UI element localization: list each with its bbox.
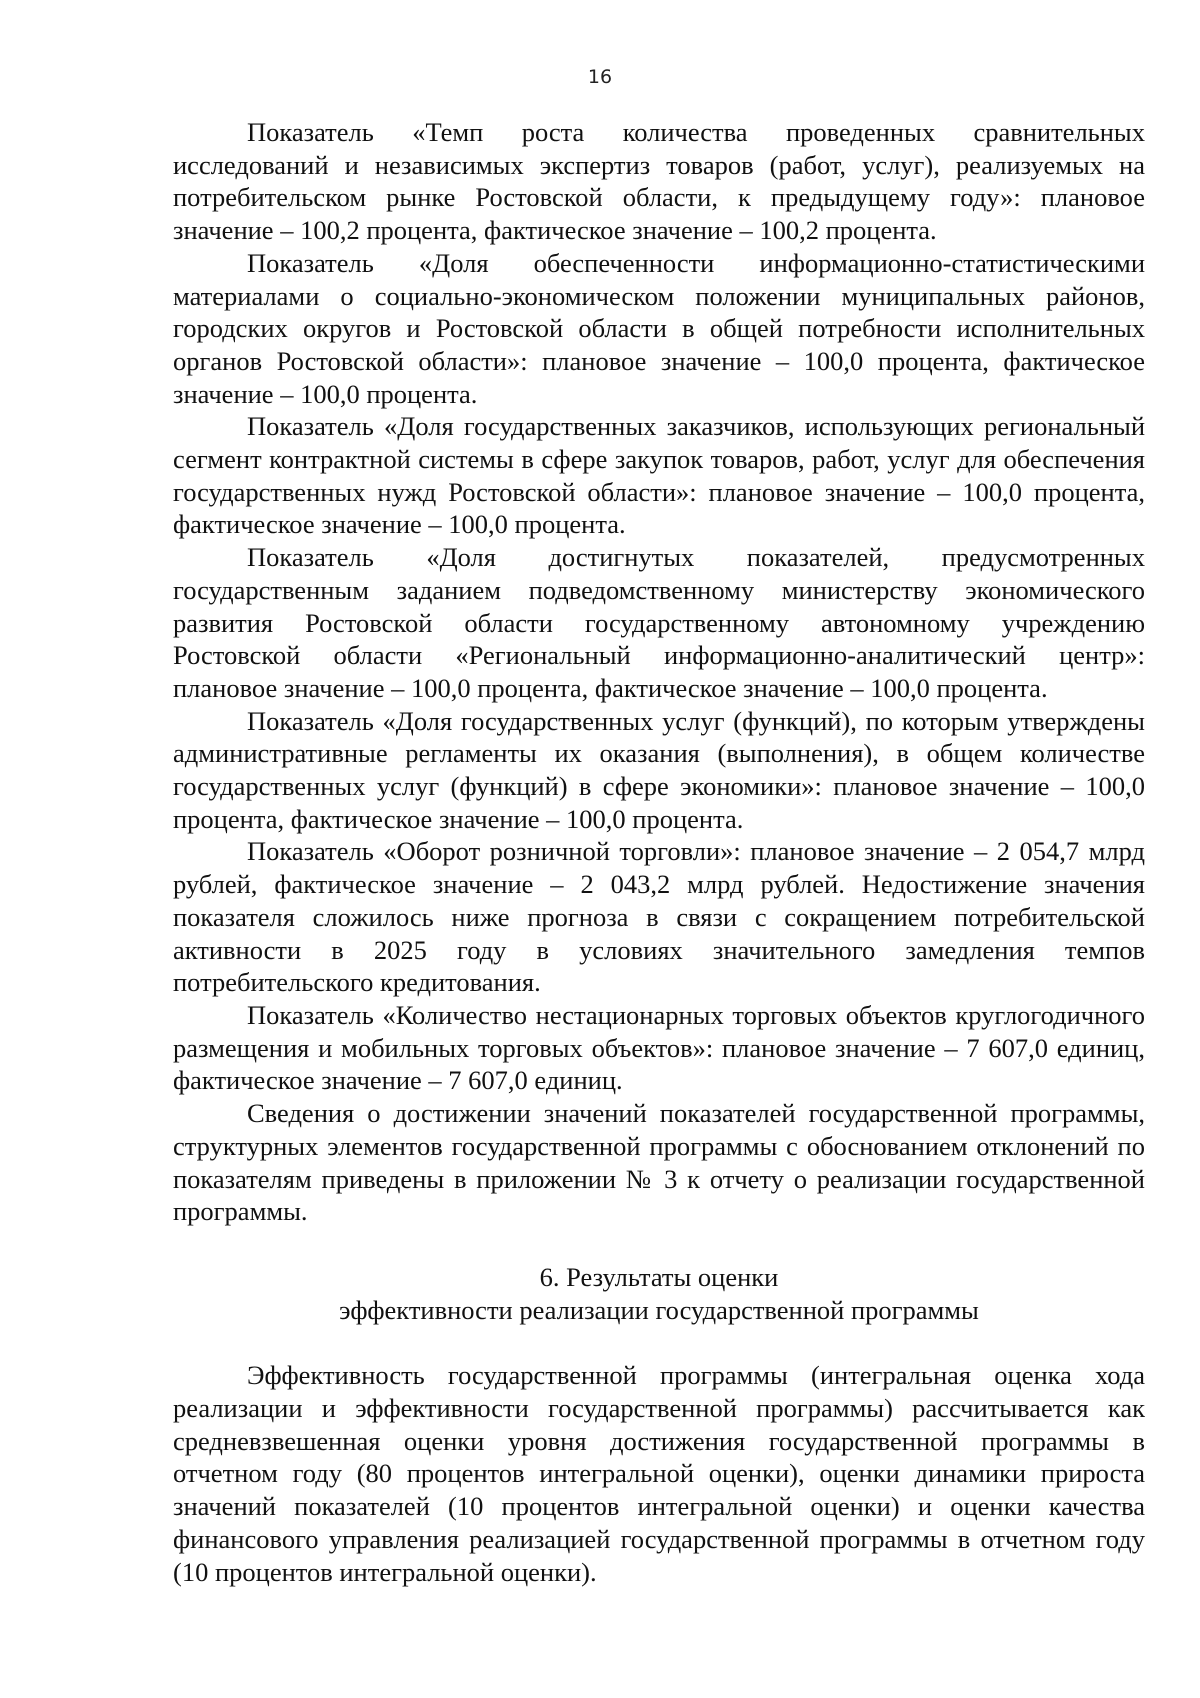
section-heading-line-2: эффективности реализации государственной программы <box>339 1294 979 1325</box>
paragraph-8: Сведения о достижении значений показателей государственной программы, структурных элементов государственной программы с обоснованием отклонений по показателям приведены в приложении № 3 к отчету о реализации государственной программы. <box>173 1098 1145 1227</box>
section-heading-line-1: 6. Результаты оценки <box>539 1261 779 1292</box>
final-paragraph: Эффективность государственной программы (интегральная оценка хода реализации и эффективности государственной программы) рассчитывается как средневзвешенная оценки уровня достижения государственной программы в отчетном году (80 процентов интегральной оценки), оценки динамики прироста значений показателей (10 процентов интегральной оценки) и оценки качества финансового управления реализацией государственной программы в отчетном году (10 процентов интегральной оценки). <box>173 1360 1145 1587</box>
page-number: 16 <box>587 66 613 88</box>
paragraph-3: Показатель «Доля государственных заказчиков, использующих региональный сегмент контрактной системы в сфере закупок товаров, работ, услуг для обеспечения государственных нужд Ростовской области»: плановое значение – 100,0 процента, фактическое значение – 100,0 процента. <box>173 411 1145 540</box>
paragraph-5: Показатель «Доля государственных услуг (функций), по которым утверждены административные регламенты их оказания (выполнения), в общем количестве государственных услуг (функций) в сфере экономики»: плановое значение – 100,0 процента, фактическое значение – 100,0 процента. <box>173 705 1145 834</box>
section-heading <box>173 1261 1145 1326</box>
paragraph-2: Показатель «Доля обеспеченности информационно-статистическими материалами о социально-экономическом положении муниципальных районов, городских округов и Ростовской области в общей потребности исполнительных органов Ростовской области»: плановое значение – 100,0 процента, фактическое значение – 100,0 процента. <box>173 247 1145 409</box>
paragraph-1: Показатель «Темп роста количества проведенных сравнительных исследований и независимых экспертиз товаров (работ, услуг), реализуемых на потребительском рынке Ростовской области, к предыдущему году»: плановое значение – 100,2 процента, фактическое значение – 100,2 процента. <box>173 117 1145 246</box>
paragraph-7: Показатель «Количество нестационарных торговых объектов круглогодичного размещения и мобильных торговых объектов»: плановое значение – 7 607,0 единиц, фактическое значение – 7 607,0 единиц. <box>173 999 1145 1096</box>
paragraph-4: Показатель «Доля достигнутых показателей, предусмотренных государственным заданием подведомственному министерству экономического развития Ростовской области государственному автономному учреждению Ростовской области «Региональный информационно-аналитический центр»: плановое значение – 100,0 процента, фактическое значение – 100,0 процента. <box>173 542 1145 703</box>
paragraph-6: Показатель «Оборот розничной торговли»: плановое значение – 2 054,7 млрд рублей, фактическое значение – 2 043,2 млрд рублей. Недостижение значения показателя сложилось ниже прогноза в связи с сокращением потребительской активности в 2025 году в условиях значительного замедления темпов потребительского кредитования. <box>173 836 1145 998</box>
document-body <box>173 116 1145 1588</box>
